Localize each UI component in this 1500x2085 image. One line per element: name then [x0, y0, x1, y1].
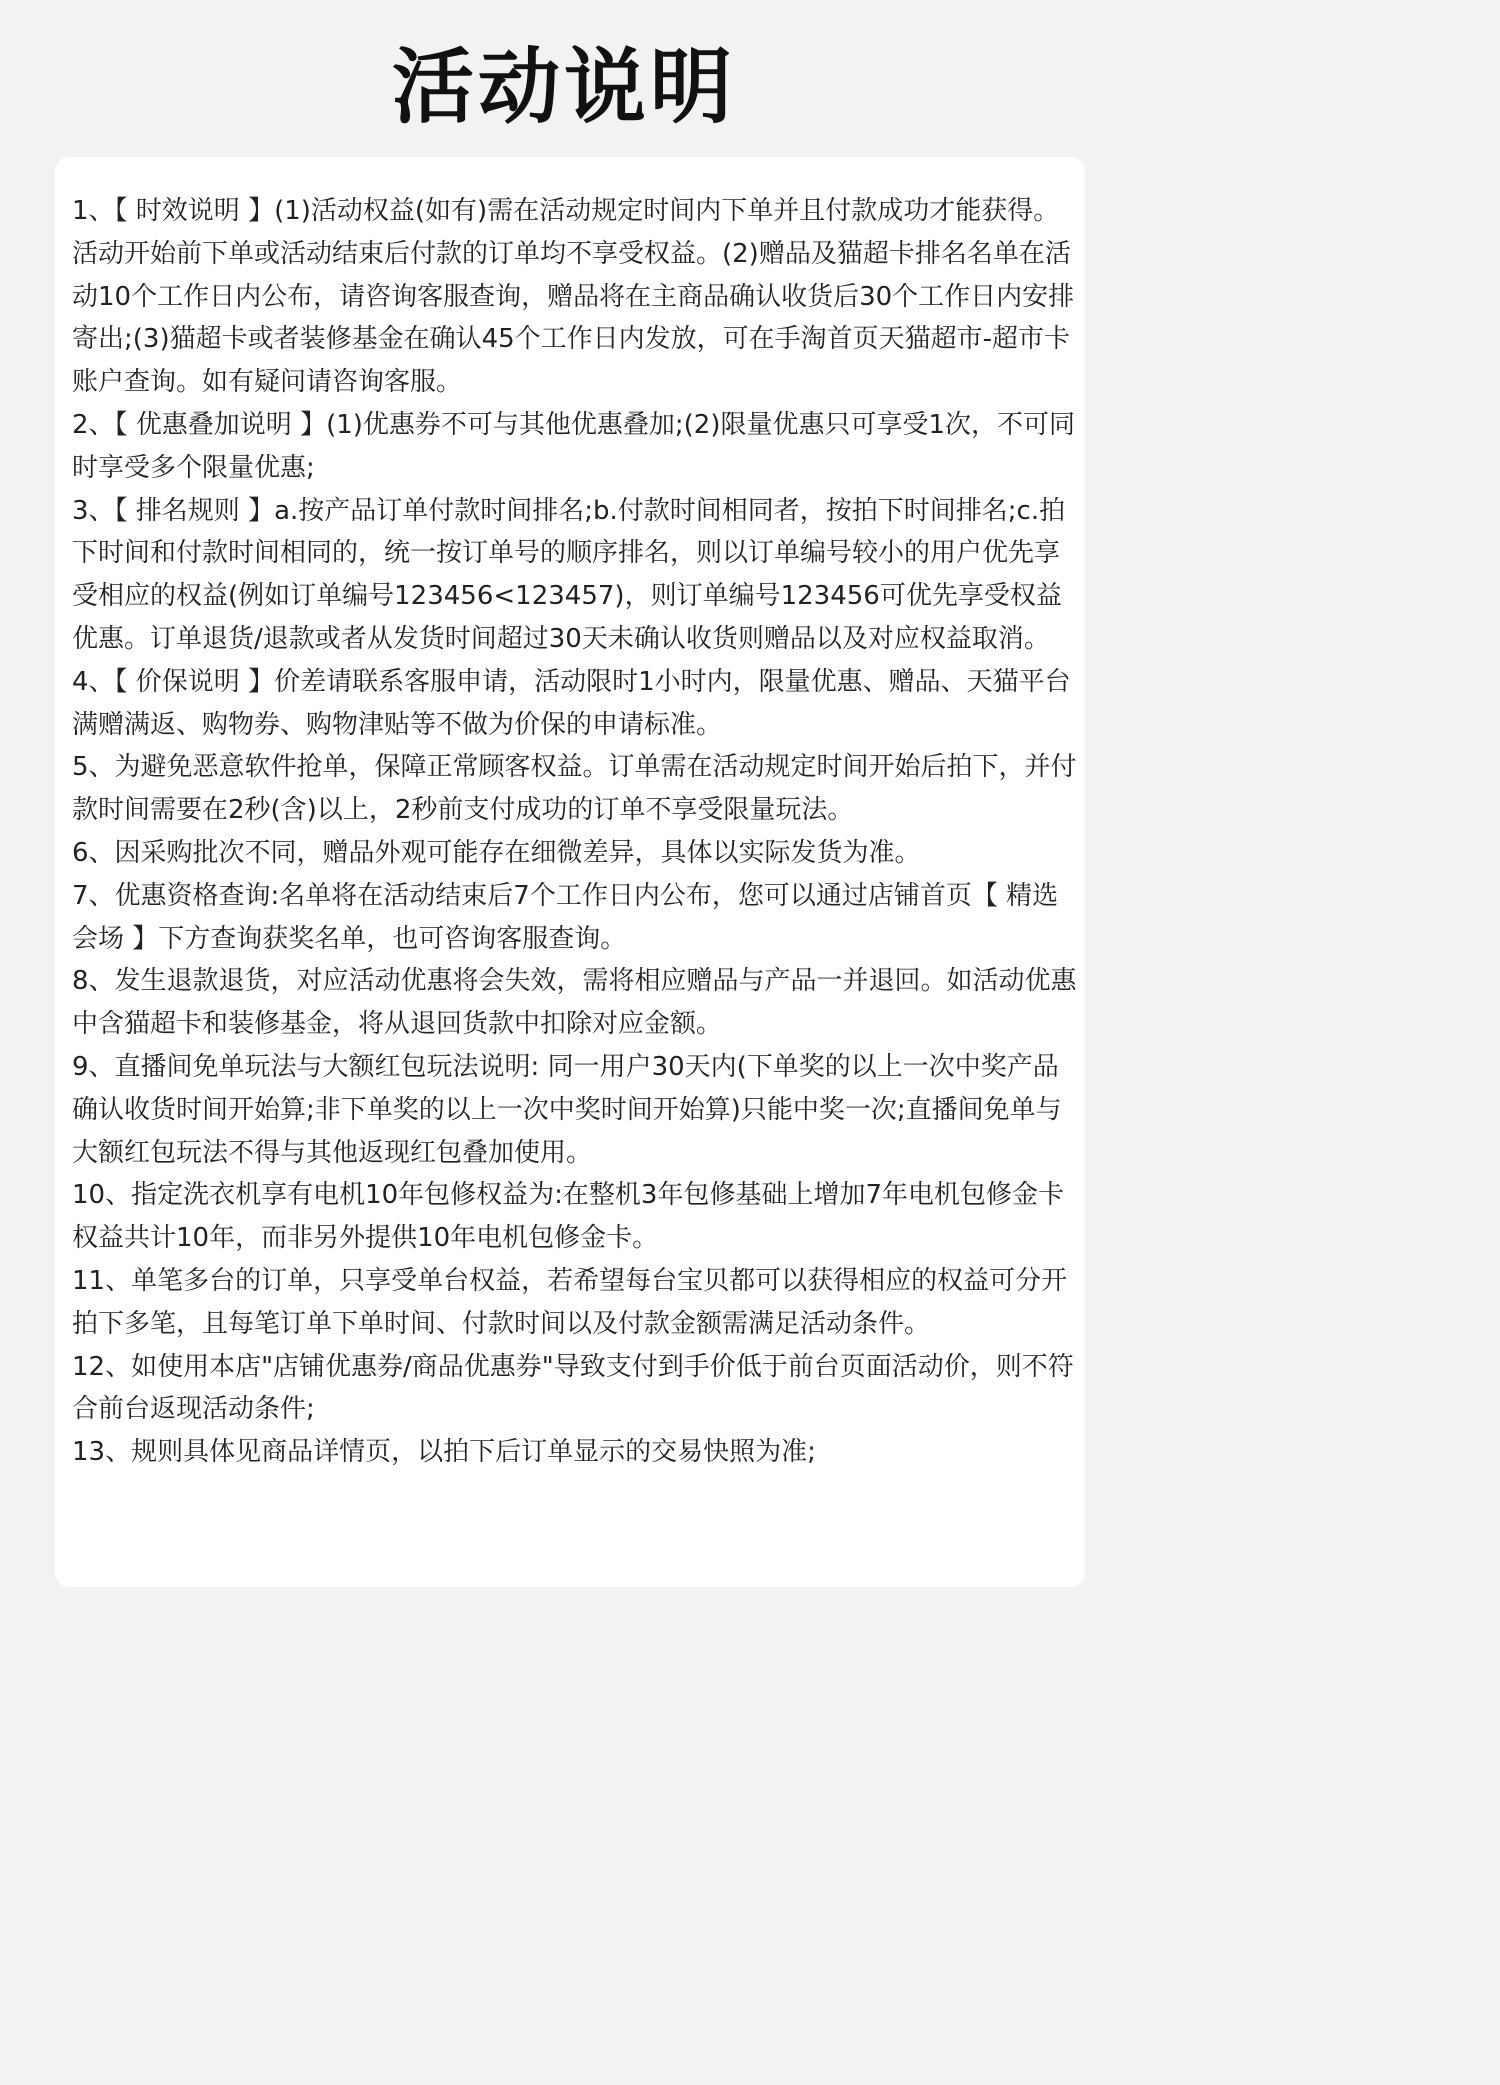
page-title: 活动说明 [391, 40, 736, 135]
rule-item-9: 9、直播间免单玩法与大额红包玩法说明: 同一用户30天内(下单奖的以上一次中奖产品确认收货时间开始算;非下单奖的以上一次中奖时间开始算)只能中奖一次;直播间免单与大额红包玩法不得与其他返现红包叠加使用。 [72, 1051, 1062, 1168]
rule-item-4: 4、【 价保说明 】价差请联系客服申请，活动限时1小时内，限量优惠、赠品、天猫平台满赠满返、购物券、购物津贴等不做为价保的申请标准。 [72, 666, 1071, 740]
rule-item-5: 5、为避免恶意软件抢单，保障正常顾客权益。订单需在活动规定时间开始后拍下，并付款时间需要在2秒(含)以上，2秒前支付成功的订单不享受限量玩法。 [72, 752, 1077, 826]
rule-item-12: 12、如使用本店"店铺优惠券/商品优惠券"导致支付到手价低于前台页面活动价，则不符合前台返现活动条件; [72, 1351, 1074, 1425]
rule-item-10: 10、指定洗衣机享有电机10年包修权益为:在整机3年包修基础上增加7年电机包修金卡权益共计10年，而非另外提供10年电机包修金卡。 [72, 1180, 1065, 1254]
rules-list [72, 190, 1084, 1474]
rule-item-13: 13、规则具体见商品详情页，以拍下后订单显示的交易快照为准; [72, 1437, 816, 1468]
rule-item-2: 2、【 优惠叠加说明 】(1)优惠券不可与其他优惠叠加;(2)限量优惠只可享受1次，不可同时享受多个限量优惠; [72, 409, 1076, 483]
rule-item-7: 7、优惠资格查询:名单将在活动结束后7个工作日内公布，您可以通过店铺首页【 精选会场 】下方查询获奖名单，也可咨询客服查询。 [72, 880, 1059, 954]
rule-item-8: 8、发生退款退货，对应活动优惠将会失效，需将相应赠品与产品一并退回。如活动优惠中含猫超卡和装修基金，将从退回货款中扣除对应金额。 [72, 966, 1077, 1040]
rule-item-6: 6、因采购批次不同，赠品外观可能存在细微差异，具体以实际发货为准。 [72, 837, 921, 868]
rule-item-3: 3、【 排名规则 】a.按产品订单付款时间排名;b.付款时间相同者，按拍下时间排名;c.拍下时间和付款时间相同的，统一按订单号的顺序排名，则以订单编号较小的用户优先享受相应的权益(例如订单编号123456<123457)，则订单编号123456可优先享受权益优惠。订单退货/退款或者从发货时间超过30天未确认收货则赠品以及对应权益取消。 [72, 495, 1066, 654]
rule-item-1: 1、【 时效说明 】(1)活动权益(如有)需在活动规定时间内下单并且付款成功才能获得。活动开始前下单或活动结束后付款的订单均不享受权益。(2)赠品及猫超卡排名名单在活动10个工作日内公布，请咨询客服查询，赠品将在主商品确认收货后30个工作日内安排寄出;(3)猫超卡或者装修基金在确认45个工作日内发放，可在手淘首页天猫超市-超市卡账户查询。如有疑问请咨询客服。 [72, 196, 1075, 398]
rule-item-11: 11、单笔多台的订单，只享受单台权益，若希望每台宝贝都可以获得相应的权益可分开拍下多笔，且每笔订单下单时间、付款时间以及付款金额需满足活动条件。 [72, 1265, 1068, 1339]
